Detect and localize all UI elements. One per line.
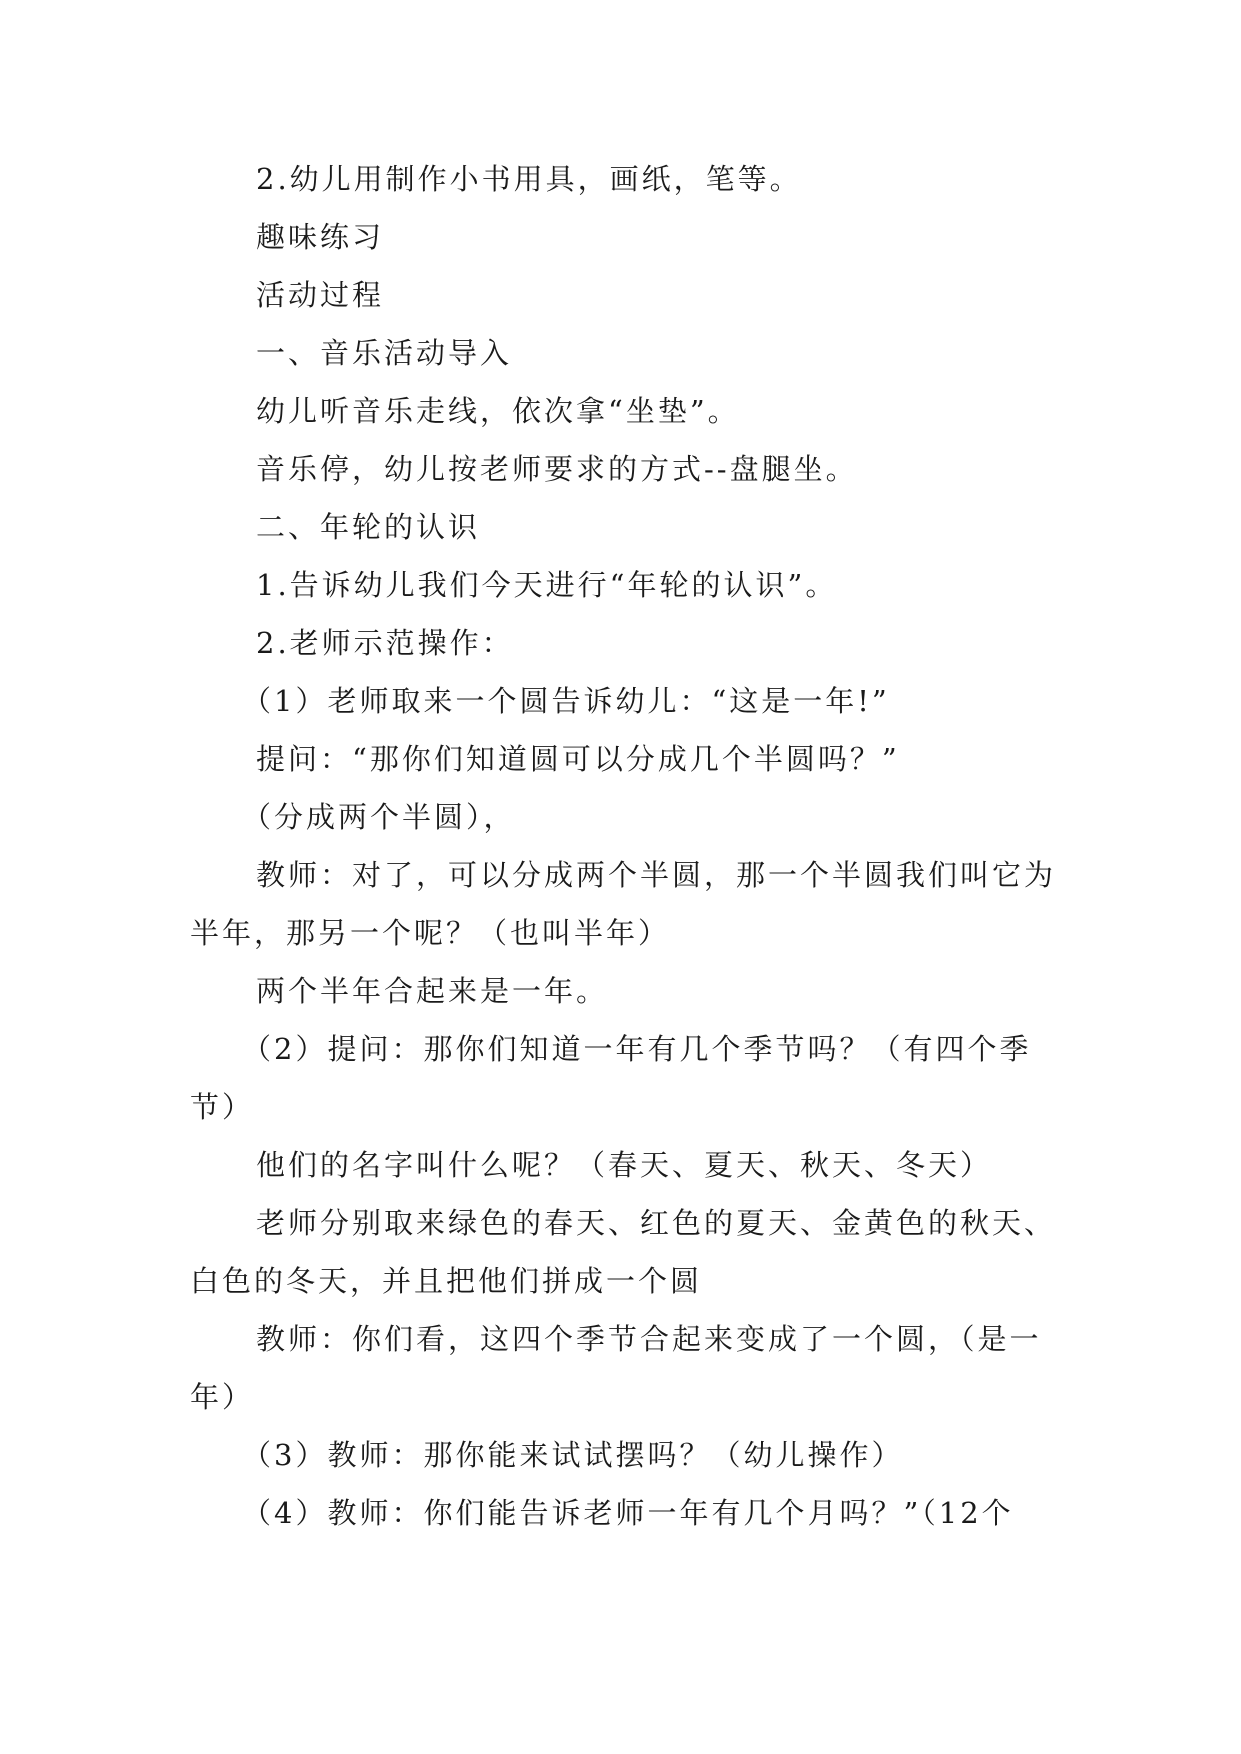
paragraph: 教师：对了，可以分成两个半圆，那一个半圆我们叫它为半年，那另一个呢？（也叫半年） xyxy=(190,858,1057,950)
paragraph: 趣味练习 xyxy=(256,220,385,254)
paragraph: 一、音乐活动导入 xyxy=(256,336,513,370)
paragraph: 1.告诉幼儿我们今天进行“年轮的认识”。 xyxy=(256,568,838,602)
paragraph: 两个半年合起来是一年。 xyxy=(256,974,609,1008)
paragraph: 2.幼儿用制作小书用具，画纸，笔等。 xyxy=(256,162,802,196)
paragraph: （4）教师：你们能告诉老师一年有几个月吗？”（12个 xyxy=(242,1496,1014,1530)
paragraph: 教师：你们看，这四个季节合起来变成了一个圆，（是一年） xyxy=(190,1322,1042,1414)
paragraph: 二、年轮的认识 xyxy=(256,510,481,544)
paragraph: 2.老师示范操作： xyxy=(256,626,514,660)
paragraph: （分成两个半圆）， xyxy=(242,800,516,834)
paragraph: 音乐停，幼儿按老师要求的方式--盘腿坐。 xyxy=(256,452,858,486)
paragraph: （3）教师：那你能来试试摆吗？（幼儿操作） xyxy=(242,1438,904,1472)
paragraph: 活动过程 xyxy=(256,278,385,312)
paragraph: （1）老师取来一个圆告诉幼儿：“这是一年!” xyxy=(242,684,890,718)
paragraph: 老师分别取来绿色的春天、红色的夏天、金黄色的秋天、白色的冬天，并且把他们拼成一个圆 xyxy=(190,1206,1057,1298)
paragraph: 幼儿听音乐走线，依次拿“坐垫”。 xyxy=(256,394,740,428)
paragraph: 提问：“那你们知道圆可以分成几个半圆吗？” xyxy=(256,742,900,776)
paragraph: 他们的名字叫什么呢？（春天、夏天、秋天、冬天） xyxy=(256,1148,993,1182)
document-body xyxy=(190,150,1060,1542)
paragraph: （2）提问：那你们知道一年有几个季节吗？（有四个季节） xyxy=(190,1032,1032,1124)
